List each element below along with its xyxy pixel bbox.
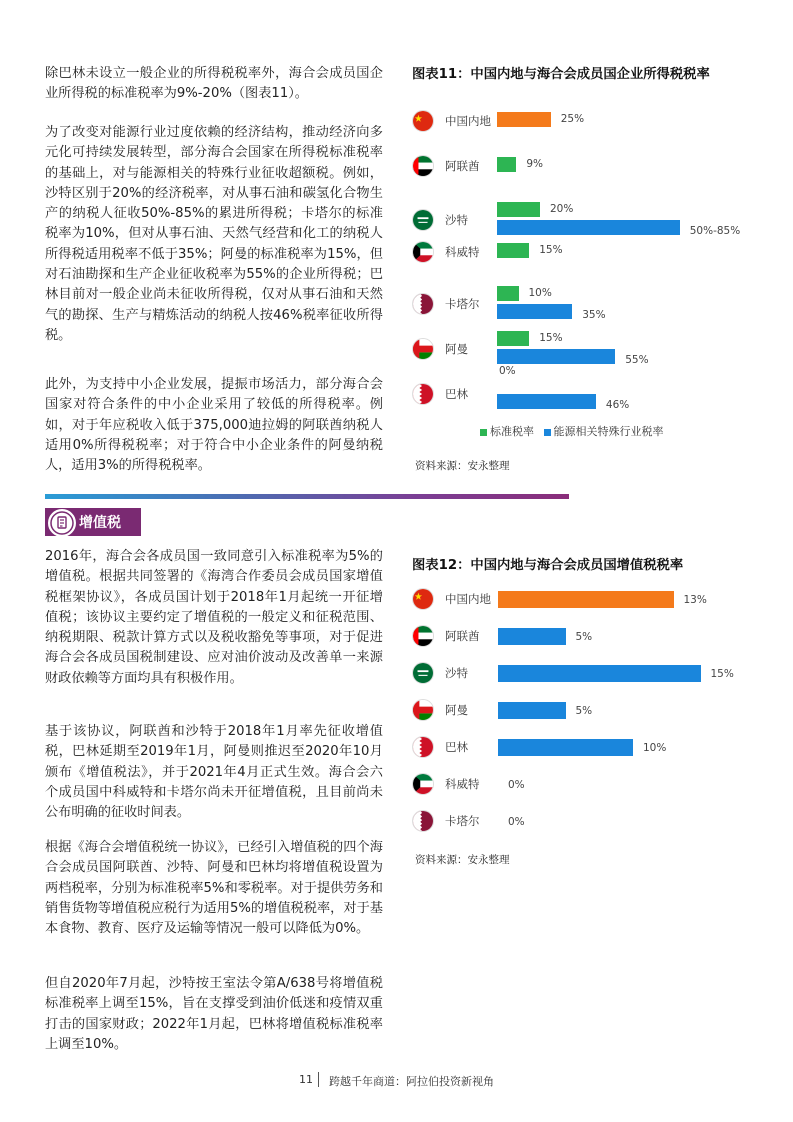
- paragraph-2: 为了改变对能源行业过度依赖的经济结构，推动经济向多元化可持续发展转型，部分海合会国家在所得税标准税率的基础上，对与能源相关的特殊行业征收超额税。例如，沙特区别于20%的经济税率，对从事石油和碳氢化合物生产的纳税人征收50%-85%的累进所得税；卡塔尔的标准税率为10%，但对从事石油、天然气经营和化工的纳税人所得税适用税率不低于35%；阿曼的标准税率为15%，但对石油勘探和生产企业征收税率为55%的企业所得税；巴林目前对一般企业尚未征收所得税，仅对从事石油和天然气的勘探、生产与精炼活动的纳税人按46%税率征收所得税。: [45, 125, 383, 343]
- legend-energy-swatch: [544, 429, 551, 436]
- bar-vat: [498, 739, 633, 756]
- value-label: 35%: [582, 309, 606, 321]
- footer-separator: [318, 1072, 319, 1087]
- country-label: 巴林: [445, 740, 468, 754]
- value-label: 5%: [575, 705, 593, 717]
- bar-standard: [497, 243, 529, 258]
- bar-energy: [497, 349, 615, 364]
- flag-uae-icon: [412, 155, 434, 177]
- legend-standard: 标准税率: [480, 425, 534, 438]
- bar-energy: [497, 220, 680, 235]
- country-label: 科威特: [445, 245, 480, 259]
- chart11-source: 资料来源：安永整理: [415, 460, 510, 472]
- country-label: 沙特: [445, 213, 468, 227]
- bar-energy: [497, 304, 572, 319]
- vat-paragraph-1: 2016年，海合会各成员国一致同意引入标准税率为5%的增值税。根据共同签署的《海湾合作委员会成员国家增值税框架协议》，各成员国计划于2018年1月起统一开征增值税；该协议主要约定了增值税的一般定义和征税范围、纳税期限、税款计算方式以及税收豁免等事项，对于促进海合会各成员国税制建设、应对油价波动及改善单一来源财政依赖等方面均具有积极作用。: [45, 549, 383, 686]
- value-label: 10%: [643, 742, 667, 754]
- flag-qatar-icon: [412, 810, 434, 832]
- value-label: 15%: [539, 244, 563, 256]
- flag-oman-icon: [412, 699, 434, 721]
- bar-vat: [498, 702, 566, 719]
- bar-standard: [497, 112, 551, 127]
- flag-kuwait-icon: [412, 773, 434, 795]
- chart12-title: 图表12：中国内地与海合会成员国增值税税率: [412, 558, 684, 573]
- footer-title: 跨越千年商道：阿拉伯投资新视角: [329, 1075, 494, 1088]
- bar-vat: [498, 628, 566, 645]
- flag-kuwait-icon: [412, 241, 434, 263]
- flag-china-icon: [412, 588, 434, 610]
- bar-vat: [498, 665, 701, 682]
- chart11-legend: [480, 423, 664, 439]
- country-label: 卡塔尔: [445, 297, 480, 311]
- flag-bahrain-icon: [412, 736, 434, 758]
- country-label: 卡塔尔: [445, 814, 480, 828]
- flag-qatar-icon: [412, 293, 434, 315]
- country-label: 阿联酋: [445, 629, 480, 643]
- chart12: [412, 588, 752, 838]
- country-label: 阿联酋: [445, 159, 480, 173]
- value-label: 50%-85%: [689, 225, 741, 237]
- chart11-title: 图表11：中国内地与海合会成员国企业所得税税率: [412, 67, 710, 82]
- vat-paragraph-3: 根据《海合会增值税统一协议》，已经引入增值税的四个海合会成员国阿联酋、沙特、阿曼和巴林均将增值税设置为两档税率，分别为标准税率5%和零税率。对于提供劳务和销售货物等增值税应税行为适用5%的增值税税率，对于基本食物、教育、医疗及运输等情况一般可以降低为0%。: [45, 840, 383, 937]
- value-label: 20%: [550, 203, 574, 215]
- bar-standard: [497, 202, 540, 217]
- value-label: 55%: [625, 354, 649, 366]
- value-label: 25%: [560, 113, 585, 125]
- vat-paragraph-2: 基于该协议，阿联酋和沙特于2018年1月率先征收增值税，巴林延期至2019年1月，阿曼则推迟至2020年10月颁布《增值税法》，并于2021年4月正式生效。海合会六个成员国中科威特和卡塔尔尚未开征增值税，且目前尚未公布明确的征收时间表。: [45, 724, 383, 821]
- value-label: 46%: [605, 399, 630, 411]
- section-divider: [45, 494, 569, 499]
- value-label: 0%: [508, 816, 525, 828]
- chart11: [412, 110, 752, 410]
- legend-standard-swatch: [480, 429, 487, 436]
- bar-energy: [497, 394, 596, 409]
- country-label: 中国内地: [445, 592, 491, 606]
- flag-saudi-icon: [412, 662, 434, 684]
- chart12-source: 资料来源：安永整理: [415, 854, 510, 866]
- document-icon: [48, 509, 76, 537]
- bar-standard: [497, 331, 529, 346]
- value-label: 15%: [710, 668, 734, 680]
- bar-standard: [497, 286, 519, 301]
- country-label: 沙特: [445, 666, 468, 680]
- value-label: 5%: [575, 631, 593, 643]
- flag-bahrain-icon: [412, 383, 434, 405]
- country-label: 巴林: [445, 387, 468, 401]
- vat-paragraph-4: 但自2020年7月起，沙特按王室法令第A/638号将增值税标准税率上调至15%，旨在支撑受到油价低迷和疫情双重打击的国家财政；2022年1月起，巴林将增值税标准税率上调至10%。: [45, 976, 383, 1052]
- paragraph-3: 此外，为支持中小企业发展，提振市场活力，部分海合会国家对符合条件的中小企业采用了较低的所得税率。例如，对于年应税收入低于375,000迪拉姆的阿联酋纳税人适用0%所得税税率；对于符合中小企业条件的阿曼纳税人，适用3%的所得税税率。: [45, 377, 383, 474]
- value-label: 10%: [528, 287, 552, 299]
- section-title: 增值税: [79, 515, 121, 531]
- value-label: 15%: [539, 332, 563, 344]
- page-number: 11: [299, 1073, 313, 1086]
- country-label: 阿曼: [445, 703, 468, 717]
- paragraph-1: 除巴林未设立一般企业的所得税税率外，海合会成员国企业所得税的标准税率为9%-20%（图表11）。: [45, 66, 383, 102]
- value-label: 0%: [499, 365, 516, 377]
- legend-energy: 能源相关特殊行业税率: [544, 425, 664, 438]
- flag-uae-icon: [412, 625, 434, 647]
- bar-vat: [498, 591, 674, 608]
- flag-china-icon: [412, 110, 434, 132]
- flag-oman-icon: [412, 338, 434, 360]
- bar-standard: [497, 157, 516, 172]
- value-label: 0%: [508, 779, 525, 791]
- value-label: 13%: [683, 594, 707, 606]
- value-label: 9%: [526, 158, 544, 170]
- flag-saudi-icon: [412, 209, 434, 231]
- section-header: [45, 508, 141, 536]
- country-label: 阿曼: [445, 342, 468, 356]
- country-label: 中国内地: [445, 114, 491, 128]
- country-label: 科威特: [445, 777, 480, 791]
